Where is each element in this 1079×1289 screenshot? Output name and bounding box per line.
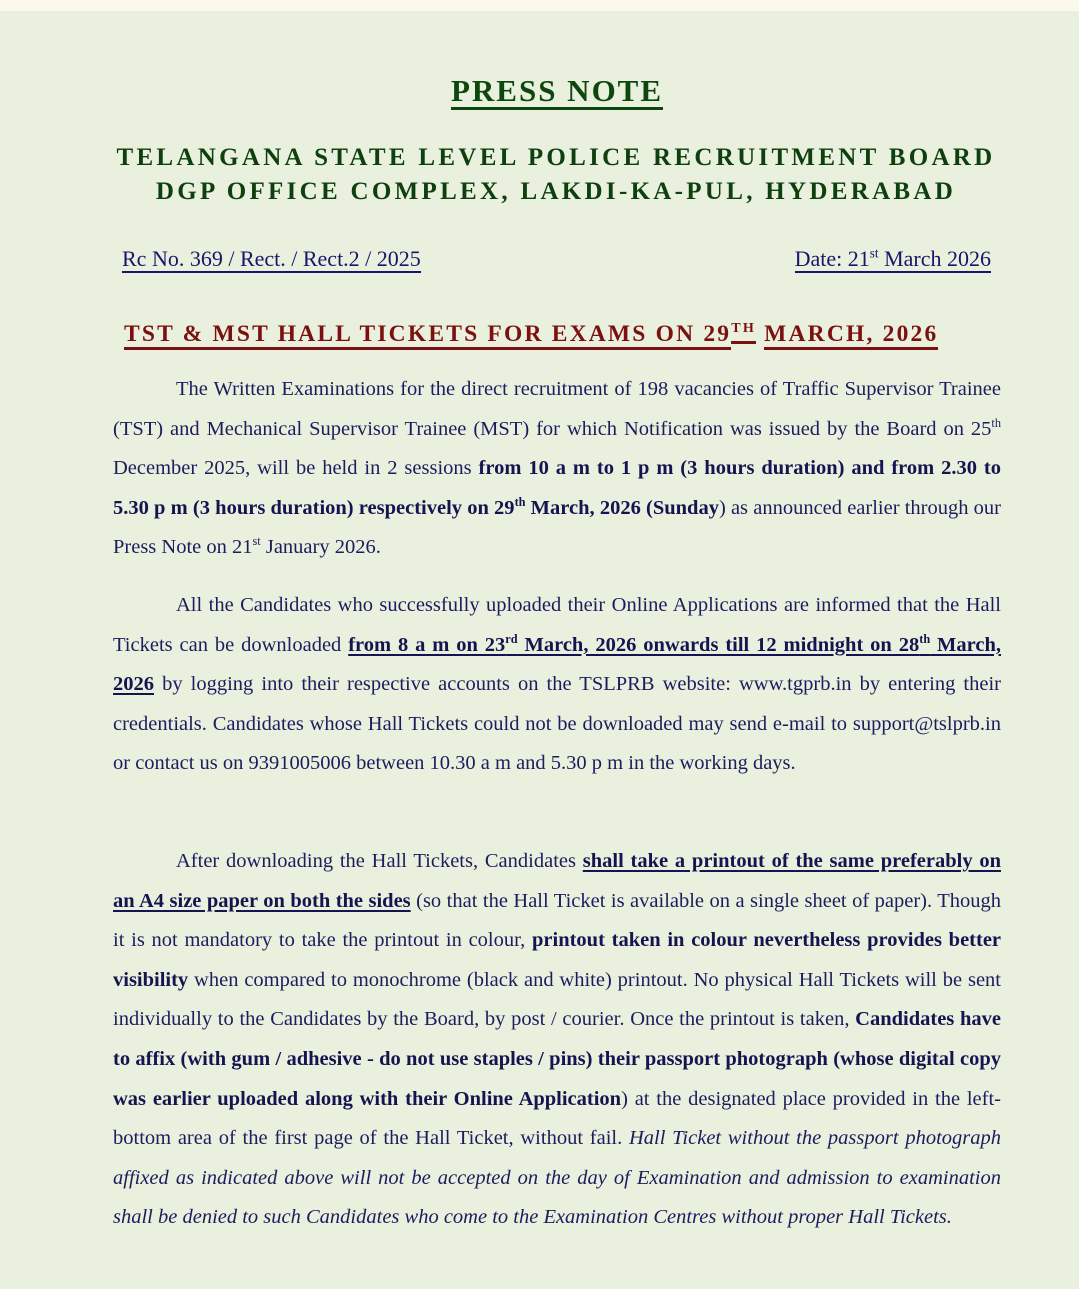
- document-date: Date: 21st March 2026: [794, 245, 991, 271]
- top-strip: [0, 0, 1079, 11]
- organization-name: TELANGANA STATE LEVEL POLICE RECRUITMENT BOARD: [116, 144, 996, 171]
- notice-title: TST & MST HALL TICKETS FOR EXAMS ON 29TH MARCH, 2026: [124, 315, 990, 350]
- paragraph-printout-instructions: After downloading the Hall Tickets, Candidates shall take a printout of the same preferably on an A4 size paper on both the sides (so that the Hall Ticket is available on a single sheet of paper). Though it is not mandatory to take the printout in colour, printout taken in colour nevertheless provides better visibility when compared to monochrome (black and white) printout. No physical Hall Tickets will be sent individually to the Candidates by the Board, by post / courier. Once the printout is taken, Candidates have to affix (with gum / adhesive - do not use staples / pins) their passport photograph (whose digital copy was earlier uploaded along with their Online Application) at the designated place provided in the left-bottom area of the first page of the Hall Ticket, without fail. Hall Ticket without the passport photograph affixed as indicated above will not be accepted on the day of Examination and admission to examination shall be denied to such Candidates who come to the Examination Centres without proper Hall Tickets.: [113, 850, 1002, 1229]
- reference-number: Rc No. 369 / Rect. / Rect.2 / 2025: [122, 246, 421, 271]
- organization-address: DGP OFFICE COMPLEX, LAKDI-KA-PUL, HYDERABAD: [155, 178, 957, 205]
- organization-header: [0, 141, 1079, 209]
- paragraph-download-info: All the Candidates who successfully uploaded their Online Applications are informed that the Hall Tickets can be downloaded from 8 a m on 23rd March, 2026 onwards till 12 midnight on 28th March, 2026 by logging into their respective accounts on the TSLPRB website: www.tgprb.in by entering their credentials. Candidates whose Hall Tickets could not be downloaded may send e-mail to support@tslprb.in or contact us on 9391005006 between 10.30 a m and 5.30 p m in the working days.: [113, 594, 1002, 775]
- paragraph-exam-schedule: The Written Examinations for the direct recruitment of 198 vacancies of Traffic Supervisor Trainee (TST) and Mechanical Supervisor Trainee (MST) for which Notification was issued by the Board on 25th December 2025, will be held in 2 sessions from 10 a m to 1 p m (3 hours duration) and from 2.30 to 5.30 p m (3 hours duration) respectively on 29th March, 2026 (Sunday) as announced earlier through our Press Note on 21st January 2026.: [113, 378, 1002, 559]
- press-note-heading: PRESS NOTE: [450, 73, 664, 108]
